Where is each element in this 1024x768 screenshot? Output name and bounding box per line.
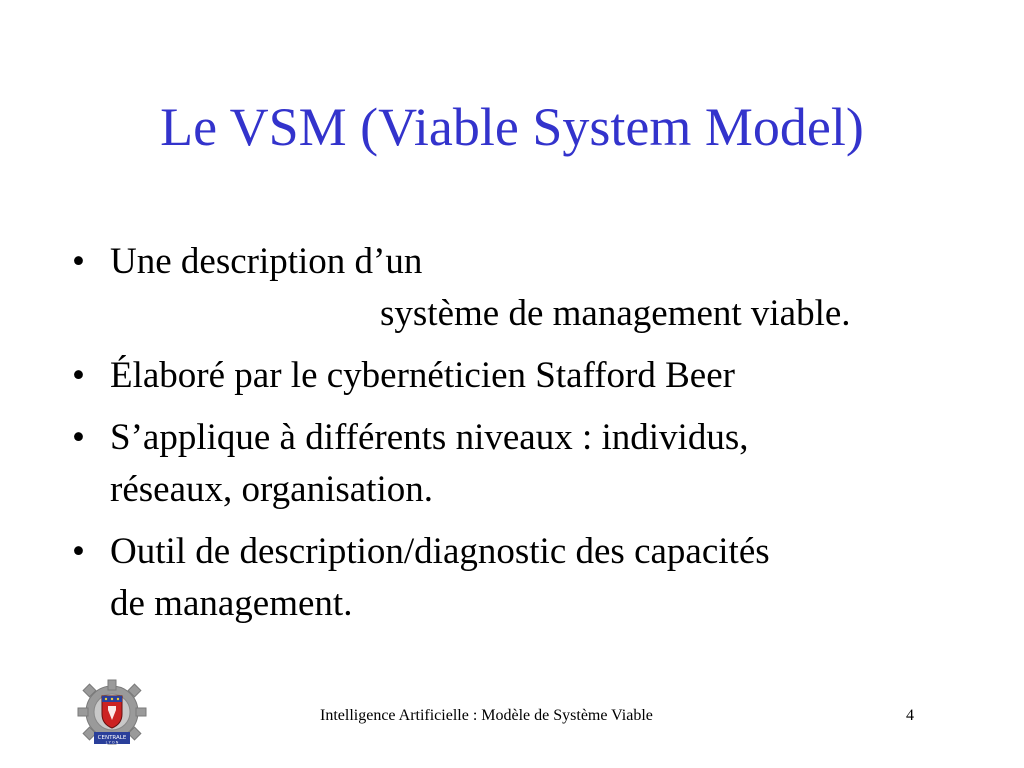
bullet-marker: • <box>72 417 85 458</box>
footer-title: Intelligence Artificielle : Modèle de Système Viable <box>320 707 653 724</box>
bullet-line: système de management viable. <box>380 293 851 334</box>
bullet-marker: • <box>72 241 85 282</box>
bullet-item <box>72 236 972 340</box>
bullet-item <box>72 526 972 630</box>
slide-title: Le VSM (Viable System Model) <box>160 97 864 157</box>
bullet-line: de management. <box>110 583 353 624</box>
bullet-line: S’applique à différents niveaux : individus, <box>110 417 749 458</box>
bullet-line: Outil de description/diagnostic des capacités <box>110 531 770 572</box>
page-number: 4 <box>906 707 914 724</box>
bullet-line: Une description d’un <box>110 241 423 282</box>
bullet-list <box>72 236 972 640</box>
bullet-item <box>72 412 972 516</box>
bullet-marker: • <box>72 531 85 572</box>
bullet-line: Élaboré par le cybernéticien Stafford Beer <box>110 355 735 396</box>
centrale-lyon-logo-icon <box>72 676 152 750</box>
bullet-marker: • <box>72 355 85 396</box>
svg-text:CENTRALE: CENTRALE <box>97 735 127 741</box>
svg-text:L Y O N: L Y O N <box>105 740 119 745</box>
bullet-line: réseaux, organisation. <box>110 469 433 510</box>
bullet-item <box>72 350 972 402</box>
